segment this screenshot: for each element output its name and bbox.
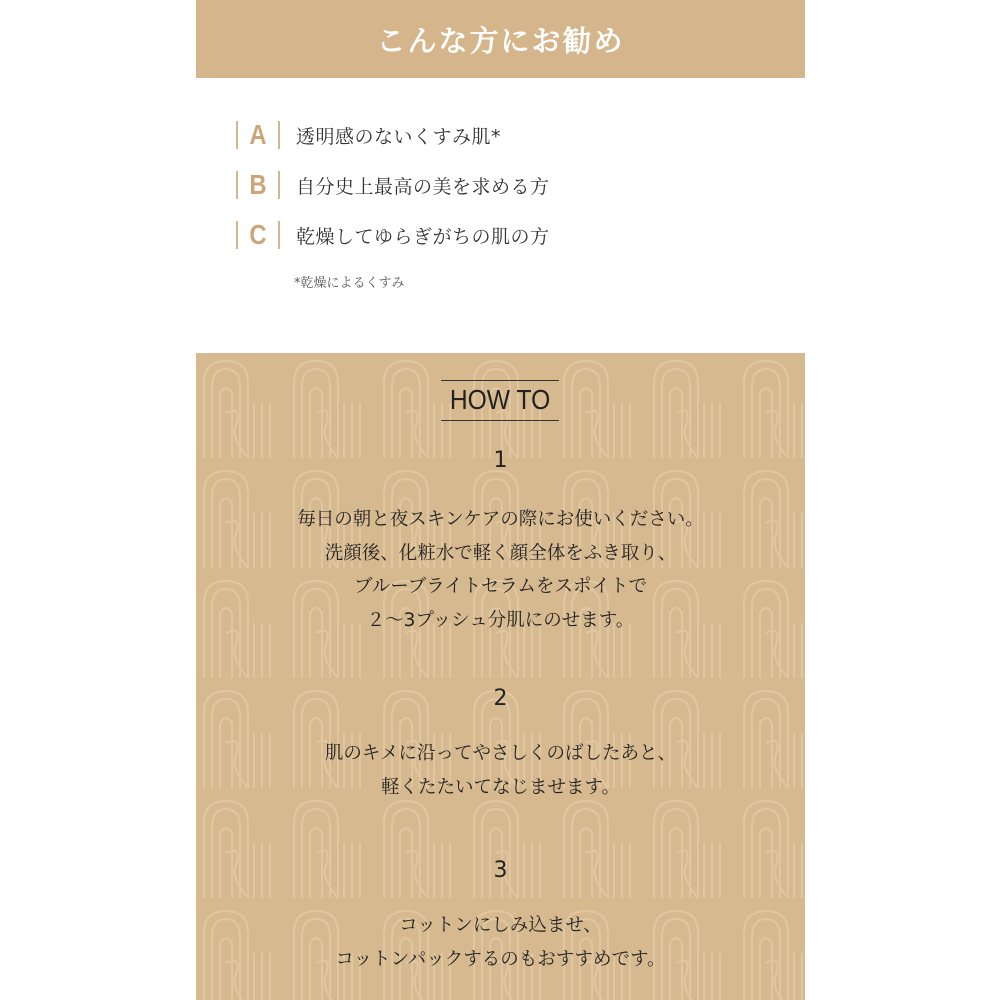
item-letter: C [249, 219, 267, 250]
item-text: 透明感のないくすみ肌* [296, 125, 502, 148]
letter-badge [236, 218, 291, 252]
step-line: コットンにしみ込ませ、 [399, 915, 602, 936]
divider [236, 221, 238, 249]
recommend-list [236, 110, 776, 260]
step-number: 1 [493, 448, 508, 473]
content-column [196, 0, 805, 1000]
list-item [236, 110, 776, 160]
recommend-banner [196, 0, 805, 78]
step-number: 2 [493, 686, 508, 711]
howto-title-wrap [196, 380, 805, 418]
step-line: 肌のキメに沿ってやさしくのばしたあと、 [324, 743, 677, 764]
list-item [236, 160, 776, 210]
step-number: 3 [493, 858, 508, 883]
divider [236, 121, 238, 149]
step-line: 毎日の朝と夜スキンケアの際にお使いください。 [297, 509, 704, 530]
step-text [196, 909, 805, 976]
divider [278, 171, 280, 199]
footnote: *乾燥によるくすみ [294, 276, 405, 291]
divider [236, 171, 238, 199]
step-line: ２〜3プッシュ分肌にのせます。 [366, 609, 635, 631]
howto-section [196, 353, 805, 1000]
item-letter: B [249, 169, 267, 200]
step-line: コットンパックするのもおすすめです。 [335, 948, 666, 970]
item-letter: A [249, 119, 267, 150]
step-line: 軽くたたいてなじませます。 [380, 776, 621, 798]
step-text [196, 503, 805, 637]
letter-badge [236, 118, 291, 152]
item-text: 乾燥してゆらぎがちの肌の方 [296, 225, 550, 248]
howto-title: HOW TO [441, 380, 559, 418]
banner-title: こんな方にお勧め [376, 23, 625, 58]
divider [278, 121, 280, 149]
divider [278, 221, 280, 249]
step-line: ブルーブライトセラムをスポイトで [353, 576, 648, 597]
letter-badge [236, 168, 291, 202]
step-line: 洗顔後、化粧水で軽く顔全体をふき取り、 [324, 542, 677, 564]
list-item [236, 210, 776, 260]
step-text [196, 737, 805, 804]
item-text: 自分史上最高の美を求める方 [296, 175, 550, 198]
